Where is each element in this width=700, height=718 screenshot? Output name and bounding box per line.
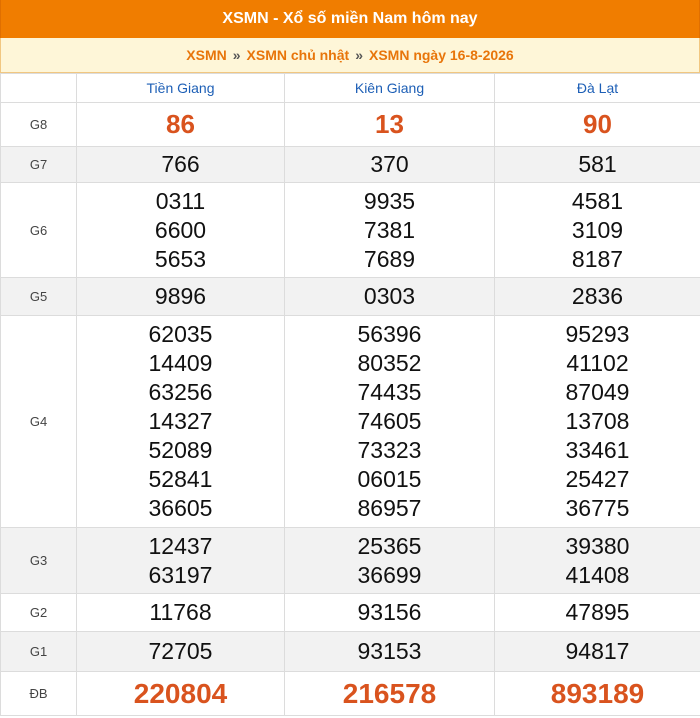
result-number: 87049	[565, 379, 630, 405]
result-number: 11768	[149, 599, 212, 625]
result-cell	[285, 147, 495, 183]
result-number: 63197	[148, 561, 213, 588]
result-number: 93153	[357, 638, 422, 664]
result-number: 56396	[357, 321, 422, 347]
results-table	[0, 73, 700, 716]
result-number: 893189	[550, 678, 645, 709]
breadcrumb-link-date[interactable]: XSMN ngày 16-8-2026	[368, 47, 514, 63]
page-title: XSMN - Xổ số miền Nam hôm nay	[0, 0, 700, 38]
result-cell	[77, 528, 285, 594]
result-cell	[495, 278, 700, 316]
result-cell	[495, 632, 700, 672]
result-cell	[285, 672, 495, 716]
prize-label: G3	[1, 528, 77, 594]
province-header[interactable]: Kiên Giang	[285, 74, 495, 103]
prize-row-5	[1, 528, 700, 594]
province-header-row	[1, 74, 700, 103]
breadcrumb-link-sunday[interactable]: XSMN chủ nhật	[246, 47, 350, 63]
result-number: 86	[166, 109, 195, 139]
result-number: 7381	[363, 216, 416, 243]
result-number: 370	[370, 151, 409, 177]
result-number: 47895	[565, 599, 630, 625]
result-cell	[495, 528, 700, 594]
result-cell	[495, 147, 700, 183]
prize-label: G7	[1, 147, 77, 183]
result-number: 5653	[154, 245, 207, 272]
result-number: 220804	[133, 678, 228, 709]
result-number: 72705	[148, 638, 213, 664]
breadcrumb-link-xsmn[interactable]: XSMN	[186, 47, 227, 63]
result-number: 7689	[363, 245, 416, 272]
result-cell	[77, 316, 285, 528]
result-cell	[495, 594, 700, 632]
result-number: 216578	[342, 678, 437, 709]
result-number: 2836	[571, 283, 624, 309]
result-cell	[495, 183, 700, 278]
result-cell	[77, 632, 285, 672]
result-number: 9896	[154, 283, 207, 309]
prize-row-0	[1, 103, 700, 147]
result-number: 13708	[565, 408, 630, 434]
result-number: 14327	[148, 408, 213, 434]
result-number: 95293	[565, 321, 630, 347]
result-number: 8187	[571, 245, 624, 272]
result-cell	[285, 594, 495, 632]
result-number: 63256	[148, 379, 213, 405]
result-number: 52089	[148, 437, 213, 463]
result-number: 94817	[565, 638, 630, 664]
result-cell	[77, 672, 285, 716]
result-number: 0311	[155, 187, 206, 214]
prize-label: G5	[1, 278, 77, 316]
result-number: 36775	[565, 495, 630, 521]
result-cell	[285, 632, 495, 672]
result-cell	[77, 594, 285, 632]
result-cell	[285, 316, 495, 528]
result-cell	[495, 103, 700, 147]
prize-row-1	[1, 147, 700, 183]
result-number: 13	[375, 109, 404, 139]
result-number: 25365	[357, 532, 422, 559]
result-cell	[495, 672, 700, 716]
result-number: 33461	[565, 437, 630, 463]
result-number: 74435	[357, 379, 422, 405]
result-number: 41102	[566, 350, 629, 376]
result-number: 86957	[357, 495, 422, 521]
result-cell	[77, 278, 285, 316]
breadcrumb-separator: »	[232, 47, 241, 63]
result-number: 25427	[565, 466, 630, 492]
prize-row-7	[1, 632, 700, 672]
result-number: 0303	[363, 283, 416, 309]
result-number: 80352	[357, 350, 422, 376]
result-cell	[285, 528, 495, 594]
result-cell	[77, 147, 285, 183]
result-number: 41408	[565, 561, 630, 588]
result-number: 6600	[154, 216, 207, 243]
result-cell	[285, 278, 495, 316]
province-header[interactable]: Tiền Giang	[77, 74, 285, 103]
prize-row-4	[1, 316, 700, 528]
prize-label: G8	[1, 103, 77, 147]
prize-label: G2	[1, 594, 77, 632]
result-number: 90	[583, 109, 612, 139]
prize-label: G1	[1, 632, 77, 672]
result-number: 06015	[357, 466, 422, 492]
result-number: 36699	[357, 561, 422, 588]
result-number: 73323	[357, 437, 422, 463]
result-number: 9935	[363, 187, 416, 214]
header-blank-cell	[1, 74, 77, 103]
result-number: 12437	[148, 532, 213, 559]
result-number: 3109	[571, 216, 624, 243]
result-number: 581	[578, 151, 617, 177]
result-cell	[77, 183, 285, 278]
result-number: 52841	[148, 466, 213, 492]
result-cell	[285, 183, 495, 278]
prize-row-3	[1, 278, 700, 316]
result-number: 4581	[571, 187, 624, 214]
result-number: 62035	[148, 321, 213, 347]
result-cell	[77, 103, 285, 147]
result-number: 93156	[357, 599, 422, 625]
prize-label: G6	[1, 183, 77, 278]
result-number: 36605	[148, 495, 213, 521]
prize-label: G4	[1, 316, 77, 528]
result-number: 74605	[357, 408, 422, 434]
result-cell	[285, 103, 495, 147]
prize-label: ĐB	[1, 672, 77, 716]
prize-row-6	[1, 594, 700, 632]
breadcrumb	[0, 38, 700, 73]
province-header[interactable]: Đà Lạt	[495, 74, 700, 103]
result-number: 39380	[565, 532, 630, 559]
result-number: 766	[161, 151, 200, 177]
prize-row-8	[1, 672, 700, 716]
result-cell	[495, 316, 700, 528]
breadcrumb-separator: »	[355, 47, 363, 63]
prize-row-2	[1, 183, 700, 278]
result-number: 14409	[148, 350, 213, 376]
